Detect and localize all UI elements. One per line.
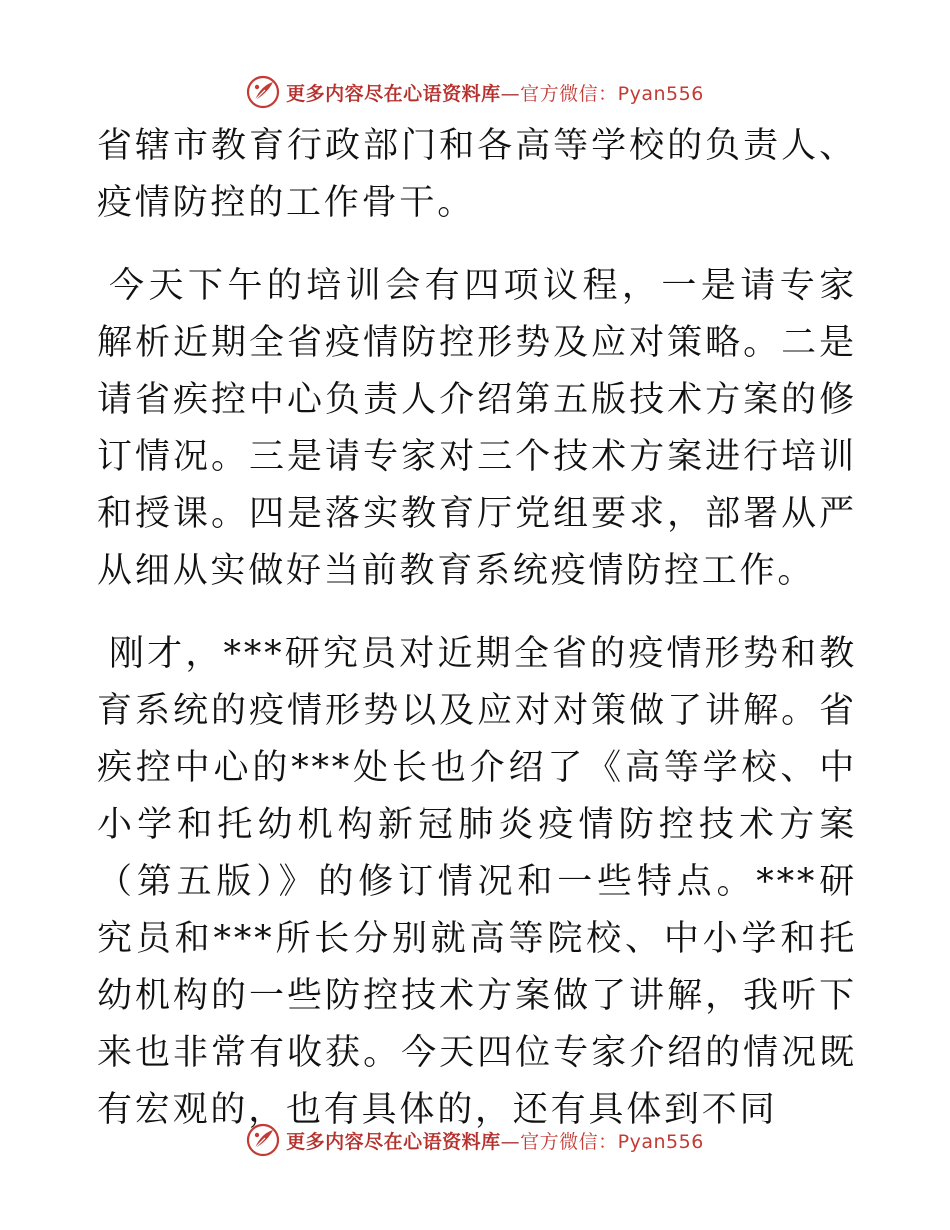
footer-wechat-text: 官方微信：Pyan556: [520, 1130, 704, 1153]
header-banner-text: [286, 79, 704, 106]
header-banner: [0, 70, 950, 114]
paragraph-2: 今天下午的培训会有四项议程，一是请专家解析近期全省疫情防控形势及应对策略。二是请省疾控中心负责人介绍第五版技术方案的修订情况。三是请专家对三个技术方案进行培训和授课。四是落实教育厅党组要求，部署从严从细从实做好当前教育系统疫情防控工作。: [97, 266, 857, 591]
footer-separator: —: [500, 1130, 521, 1153]
footer-banner-text: [286, 1127, 704, 1154]
header-brand-text: 更多内容尽在心语资料库: [286, 82, 501, 105]
header-separator: —: [500, 82, 521, 105]
paragraph-1: 省辖市教育行政部门和各高等学校的负责人、疫情防控的工作骨干。: [97, 126, 857, 223]
footer-banner: [0, 1118, 950, 1162]
document-body: [97, 118, 857, 1165]
footer-brand-text: 更多内容尽在心语资料库: [286, 1130, 501, 1153]
feather-pen-icon: [246, 75, 280, 109]
header-wechat-text: 官方微信：Pyan556: [520, 82, 704, 105]
feather-pen-icon: [246, 1123, 280, 1157]
paragraph-3: 刚才，***研究员对近期全省的疫情形势和教育系统的疫情形势以及应对对策做了讲解。省疾控中心的***处长也介绍了《高等学校、中小学和托幼机构新冠肺炎疫情防控技术方案（第五版）》的修订情况和一些特点。***研究员和***所长分别就高等院校、中小学和托幼机构的一些防控技术方案做了讲解，我听下来也非常有收获。今天四位专家介绍的情况既有宏观的，也有具体的，还有具体到不同: [97, 634, 857, 1130]
